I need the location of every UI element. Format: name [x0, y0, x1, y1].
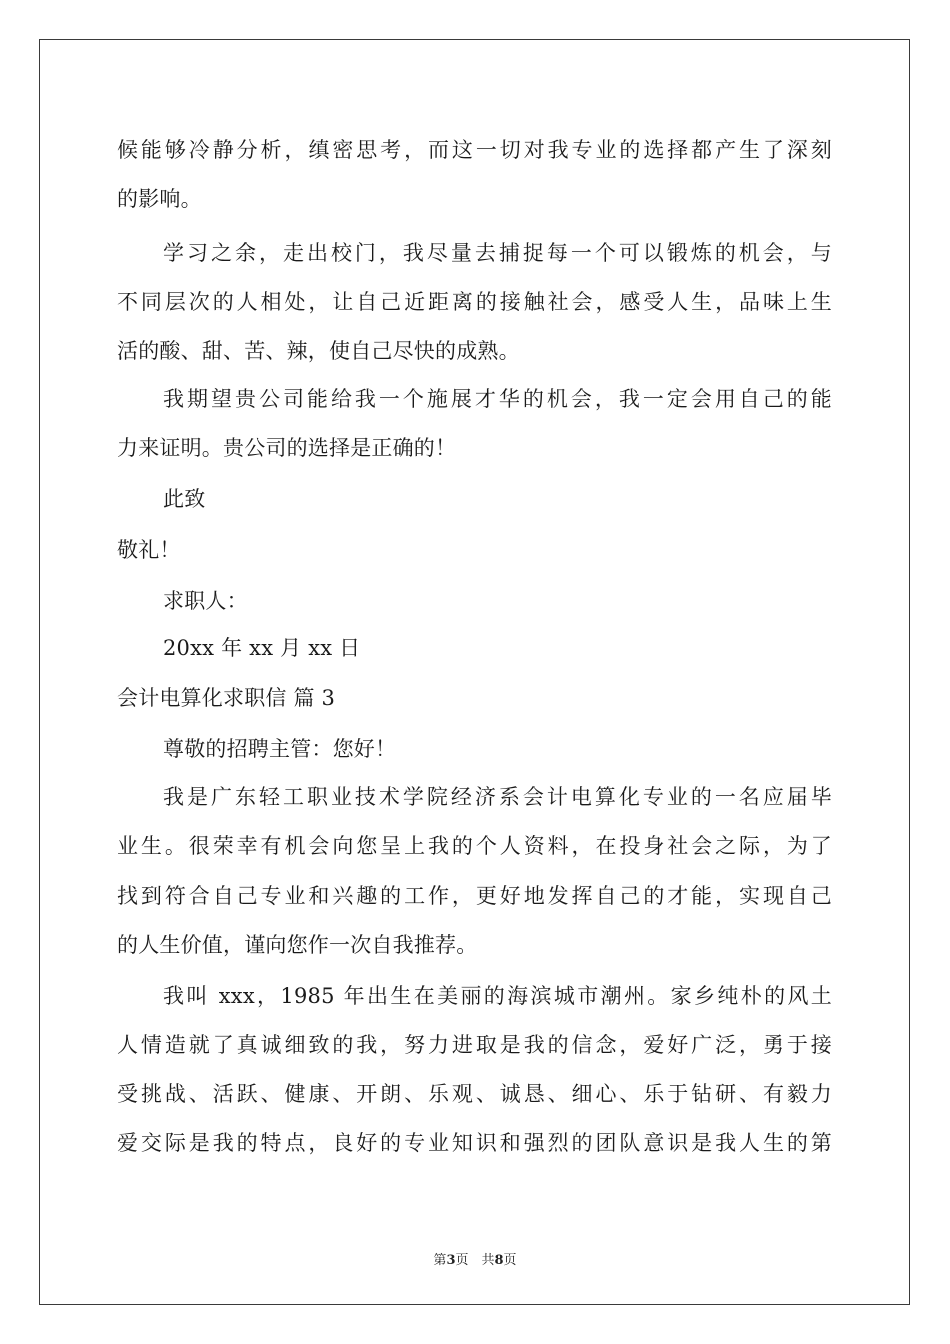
paragraph-line: 找到符合自己专业和兴趣的工作，更好地发挥自己的才能，实现自己	[117, 884, 832, 908]
paragraph-line: 我期望贵公司能给我一个施展才华的机会，我一定会用自己的能	[163, 387, 832, 411]
paragraph-line: 力来证明。贵公司的选择是正确的！	[117, 436, 457, 460]
paragraph-line: 活的酸、甜、苦、辣，使自己尽快的成熟。	[117, 339, 520, 363]
section-heading: 会计电算化求职信 篇 3	[117, 686, 336, 710]
paragraph-line: 我叫 xxx，1985 年出生在美丽的海滨城市潮州。家乡纯朴的风土	[163, 984, 832, 1008]
paragraph-line: 我是广东轻工职业技术学院经济系会计电算化专业的一名应届毕	[163, 785, 832, 809]
paragraph-line: 人情造就了真诚细致的我，努力进取是我的信念，爱好广泛，勇于接	[117, 1033, 832, 1057]
footer-page-mid: 页 共	[455, 1253, 495, 1268]
closing-regards: 敬礼！	[117, 538, 181, 562]
paragraph-line: 爱交际是我的特点，良好的专业知识和强烈的团队意识是我人生的第	[117, 1131, 832, 1155]
paragraph-line: 候能够冷静分析，缜密思考，而这一切对我专业的选择都产生了深刻	[117, 138, 832, 162]
paragraph-line: 学习之余，走出校门，我尽量去捕捉每一个可以锻炼的机会，与	[163, 241, 832, 265]
footer-page-suffix: 页	[503, 1253, 517, 1268]
greeting: 尊敬的招聘主管：您好！	[163, 737, 397, 761]
closing-salutation: 此致	[163, 487, 206, 511]
page-border	[39, 39, 910, 1305]
page-footer	[0, 1249, 950, 1268]
paragraph-line: 受挑战、活跃、健康、开朗、乐观、诚恳、细心、乐于钻研、有毅力	[117, 1082, 832, 1106]
paragraph-line: 的人生价值，谨向您作一次自我推荐。	[117, 933, 478, 957]
paragraph-line: 的影响。	[117, 187, 202, 211]
paragraph-line: 业生。很荣幸有机会向您呈上我的个人资料，在投身社会之际，为了	[117, 834, 832, 858]
paragraph-line: 不同层次的人相处，让自己近距离的接触社会，感受人生，品味上生	[117, 290, 832, 314]
applicant-label: 求职人：	[163, 589, 248, 613]
footer-page-number: 3	[446, 1253, 456, 1268]
footer-page-prefix: 第	[433, 1253, 447, 1268]
footer-page-total: 8	[494, 1253, 504, 1268]
letter-date: 20xx 年 xx 月 xx 日	[163, 636, 361, 660]
